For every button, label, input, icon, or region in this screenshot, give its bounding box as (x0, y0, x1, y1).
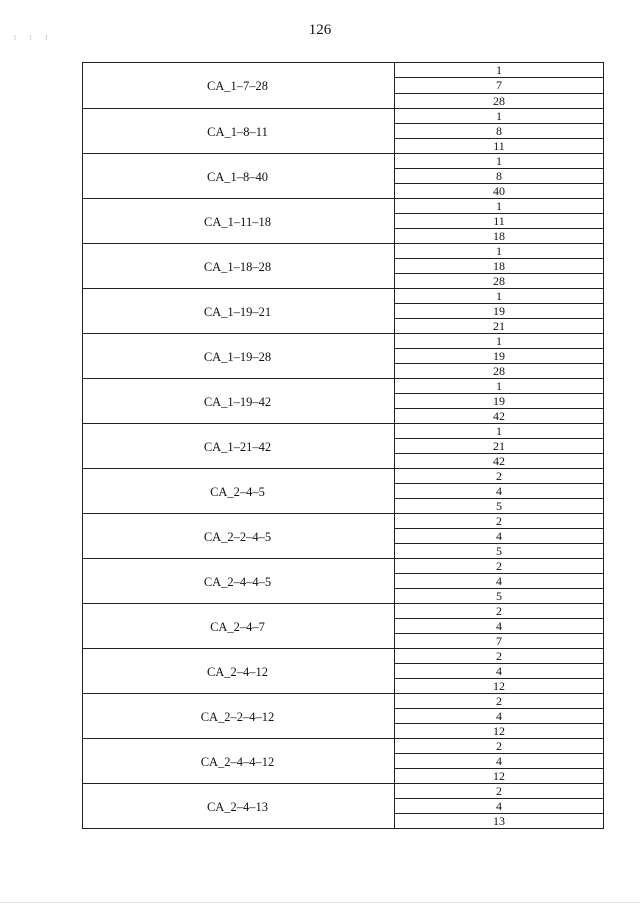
band-values-cell (394, 334, 604, 378)
band-values-cell (394, 469, 604, 513)
band-value: 1 (496, 379, 502, 393)
band-value: 42 (395, 453, 603, 468)
table-row (82, 648, 604, 693)
band-values-cell (394, 289, 604, 333)
table-row (82, 558, 604, 603)
page-number: 126 (308, 22, 332, 38)
band-values-cell (394, 694, 604, 738)
table-row (82, 333, 604, 378)
band-value: 4 (395, 753, 603, 768)
band-value: 2 (496, 739, 502, 753)
band-values-cell (394, 514, 604, 558)
band-value: 7 (395, 633, 603, 648)
band-value: 2 (496, 649, 502, 663)
band-values-cell (394, 244, 604, 288)
band-value: 18 (395, 258, 603, 273)
band-value: 2 (496, 784, 502, 798)
band-value: 4 (395, 618, 603, 633)
combination-name-cell: CA_1–8–11 (82, 109, 392, 153)
band-value: 4 (395, 798, 603, 813)
band-value: 12 (395, 678, 603, 693)
combination-name-cell: CA_2–4–13 (82, 784, 392, 828)
band-value: 18 (395, 228, 603, 243)
table-row (82, 468, 604, 513)
band-value: 12 (395, 768, 603, 783)
scan-edge-line (0, 902, 640, 903)
table-row (82, 378, 604, 423)
band-value: 1 (496, 244, 502, 258)
band-value: 2 (496, 694, 502, 708)
combination-name-cell: CA_1–8–40 (82, 154, 392, 198)
band-values-cell (394, 63, 604, 108)
table-row (82, 288, 604, 333)
band-value: 40 (395, 183, 603, 198)
band-values-cell (394, 649, 604, 693)
band-value: 21 (395, 318, 603, 333)
band-value: 5 (395, 543, 603, 558)
table-row (82, 783, 604, 828)
table-row (82, 243, 604, 288)
combination-name-cell: CA_1–21–42 (82, 424, 392, 468)
band-values-cell (394, 784, 604, 828)
band-value: 12 (395, 723, 603, 738)
combination-name-cell: CA_2–4–12 (82, 649, 392, 693)
table-row (82, 603, 604, 648)
band-combination-table (82, 62, 604, 829)
band-value: 19 (395, 348, 603, 363)
band-value: 1 (496, 154, 502, 168)
table-row (82, 738, 604, 783)
combination-name-cell: CA_2–2–4–12 (82, 694, 392, 738)
band-value: 1 (496, 424, 502, 438)
band-value: 1 (496, 199, 502, 213)
band-value: 8 (395, 123, 603, 138)
band-value: 5 (395, 588, 603, 603)
combination-name-cell: CA_2–4–7 (82, 604, 392, 648)
band-value: 4 (395, 528, 603, 543)
table-row (82, 693, 604, 738)
band-value: 1 (496, 289, 502, 303)
band-value: 28 (395, 273, 603, 288)
combination-name-cell: CA_2–4–4–5 (82, 559, 392, 603)
band-value: 1 (496, 334, 502, 348)
combination-name-cell: CA_1–11–18 (82, 199, 392, 243)
band-value: 19 (395, 393, 603, 408)
band-value: 1 (496, 109, 502, 123)
band-values-cell (394, 199, 604, 243)
band-value: 28 (395, 93, 603, 108)
band-value: 2 (496, 514, 502, 528)
band-value: 11 (395, 138, 603, 153)
table-row (82, 198, 604, 243)
band-values-cell (394, 739, 604, 783)
table-row (82, 108, 604, 153)
combination-name-cell: CA_1–19–42 (82, 379, 392, 423)
combination-name-cell: CA_1–18–28 (82, 244, 392, 288)
band-value: 2 (496, 604, 502, 618)
band-value: 11 (395, 213, 603, 228)
band-values-cell (394, 559, 604, 603)
combination-name-cell: CA_2–4–4–12 (82, 739, 392, 783)
combination-name-cell: CA_2–4–5 (82, 469, 392, 513)
scan-margin-mark: ⁞ ⁞ ⁞ (14, 34, 54, 42)
band-value: 4 (395, 573, 603, 588)
table-row (82, 63, 604, 108)
combination-name-cell: CA_2–2–4–5 (82, 514, 392, 558)
band-value: 4 (395, 483, 603, 498)
band-value: 1 (496, 63, 502, 78)
band-values-cell (394, 109, 604, 153)
band-values-cell (394, 379, 604, 423)
band-value: 19 (395, 303, 603, 318)
table-row (82, 423, 604, 468)
combination-name-cell: CA_1–19–28 (82, 334, 392, 378)
combination-name-cell: CA_1–19–21 (82, 289, 392, 333)
band-value: 7 (395, 77, 603, 92)
combination-name-cell: CA_1–7–28 (82, 63, 392, 108)
band-value: 21 (395, 438, 603, 453)
table-row (82, 153, 604, 198)
band-value: 5 (395, 498, 603, 513)
band-values-cell (394, 154, 604, 198)
band-value: 2 (496, 559, 502, 573)
table-row (82, 513, 604, 558)
band-value: 2 (496, 469, 502, 483)
band-values-cell (394, 424, 604, 468)
band-values-cell (394, 604, 604, 648)
band-value: 28 (395, 363, 603, 378)
band-value: 13 (395, 813, 603, 828)
band-value: 42 (395, 408, 603, 423)
band-value: 8 (395, 168, 603, 183)
band-value: 4 (395, 663, 603, 678)
band-value: 4 (395, 708, 603, 723)
